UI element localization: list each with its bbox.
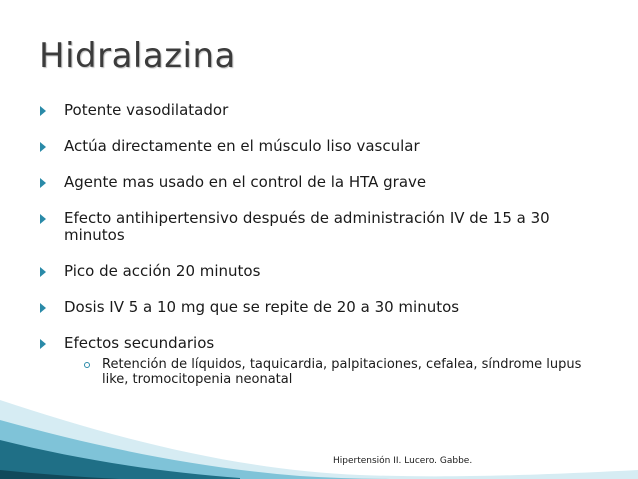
bullet-arrow-icon	[40, 142, 46, 152]
bullet-item	[40, 174, 600, 191]
bullet-text: Dosis IV 5 a 10 mg que se repite de 20 a 30 minutos	[64, 298, 460, 316]
slide-title: Hidralazina	[39, 36, 236, 76]
bullet-item	[40, 335, 600, 387]
sub-bullet-text: Retención de líquidos, taquicardia, palpitaciones, cefalea, síndrome lupus like, tromocitopenia neonatal	[102, 357, 582, 387]
bullet-arrow-icon	[40, 339, 46, 349]
bullet-text: Actúa directamente en el músculo liso vascular	[64, 137, 420, 155]
bullet-text: Agente mas usado en el control de la HTA grave	[64, 173, 427, 191]
bullet-arrow-icon	[40, 106, 46, 116]
bullet-item	[40, 138, 600, 155]
bullet-list	[40, 102, 600, 406]
bullet-item	[40, 102, 600, 119]
bullet-arrow-icon	[40, 267, 46, 277]
bullet-text: Potente vasodilatador	[64, 101, 229, 119]
bullet-text: Efectos secundarios	[64, 334, 215, 352]
bullet-item	[40, 210, 600, 244]
bullet-item	[40, 263, 600, 280]
bullet-arrow-icon	[40, 303, 46, 313]
sub-bullet-item	[84, 357, 600, 387]
bullet-arrow-icon	[40, 214, 46, 224]
bullet-text: Efecto antihipertensivo después de administración IV de 15 a 30 minutos	[64, 209, 550, 244]
bullet-item	[40, 299, 600, 316]
bullet-text: Pico de acción 20 minutos	[64, 262, 261, 280]
footer-citation: Hipertensión II. Lucero. Gabbe.	[333, 456, 473, 466]
sub-bullet-ring-icon	[84, 362, 90, 368]
bullet-arrow-icon	[40, 178, 46, 188]
